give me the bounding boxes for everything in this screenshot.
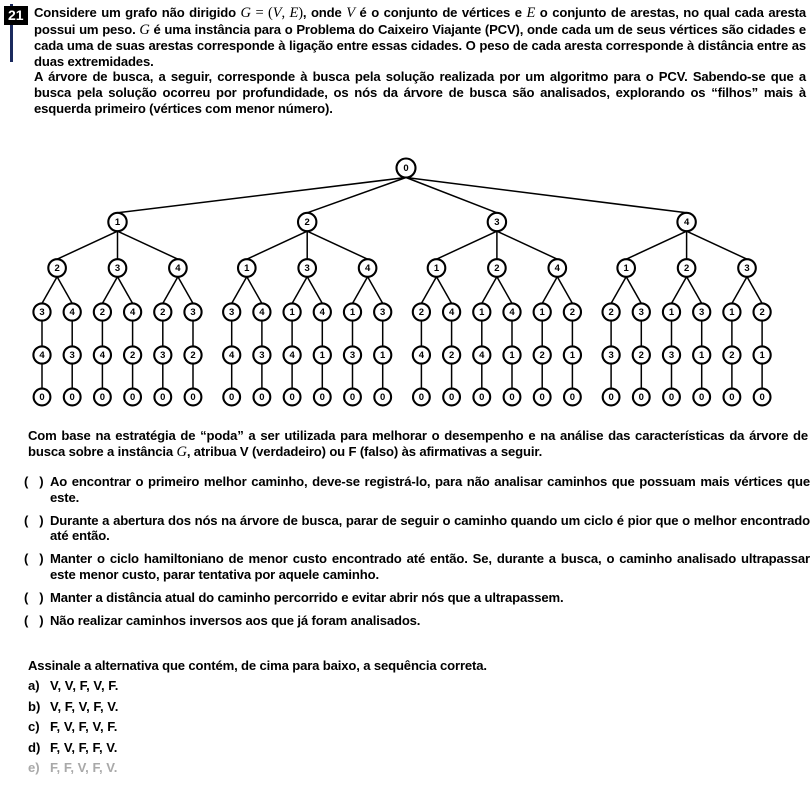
alternative-e-text: F, F, V, F, V. [50, 760, 118, 776]
tree-node [473, 346, 490, 363]
statement-item [24, 474, 810, 505]
tree-edge [482, 277, 497, 304]
svg-text:1: 1 [623, 262, 629, 274]
alternative-b[interactable] [28, 697, 528, 718]
tree-node [374, 389, 391, 406]
tree-node [223, 389, 240, 406]
statement-answer-box[interactable]: ( ) [24, 474, 44, 489]
tree-node [344, 303, 361, 320]
tree-edge [247, 277, 262, 304]
tree-edge [626, 277, 641, 304]
intro-paragraph-1 [34, 5, 806, 69]
svg-text:4: 4 [554, 262, 560, 274]
alternative-d[interactable] [28, 738, 528, 759]
tree-node [359, 259, 377, 277]
tree-node [94, 303, 111, 320]
statement-answer-box[interactable]: ( ) [24, 590, 44, 606]
tree-node [344, 346, 361, 363]
alternative-a-text: V, V, F, V, F. [50, 678, 119, 693]
tree-node [284, 303, 301, 320]
svg-text:0: 0 [69, 391, 75, 403]
statement-item [24, 513, 810, 544]
svg-text:3: 3 [380, 306, 386, 318]
svg-text:0: 0 [319, 391, 325, 403]
tree-node [64, 389, 81, 406]
alternatives-list [28, 676, 528, 779]
tree-node [108, 213, 126, 231]
tree-node [124, 389, 141, 406]
tree-node [253, 346, 270, 363]
alternative-a[interactable] [28, 676, 528, 697]
statement-text: Durante a abertura dos nós na árvore de busca, parar de seguir o caminho quando um ciclo é pior que o melhor encontrado até então. [50, 512, 810, 544]
tree-edge [437, 231, 497, 259]
tree-node [223, 346, 240, 363]
tree-node [663, 389, 680, 406]
svg-text:2: 2 [99, 306, 106, 318]
tree-edge [406, 178, 687, 213]
tree-node [633, 389, 650, 406]
tree-node [663, 303, 680, 320]
svg-text:4: 4 [448, 306, 455, 318]
tree-edge [497, 277, 512, 304]
svg-text:4: 4 [69, 306, 75, 318]
tree-node [473, 389, 490, 406]
tree-node [754, 346, 771, 363]
svg-text:4: 4 [479, 349, 485, 361]
tree-node [503, 346, 520, 363]
svg-text:2: 2 [569, 306, 576, 318]
tree-node [33, 303, 50, 320]
svg-text:2: 2 [448, 349, 455, 361]
svg-text:2: 2 [683, 262, 690, 274]
tree-node [617, 259, 635, 277]
svg-text:0: 0 [479, 391, 485, 403]
tree-edge [118, 231, 178, 259]
svg-text:4: 4 [289, 349, 295, 361]
alternative-b-label: b) [28, 698, 41, 714]
svg-text:0: 0 [569, 391, 576, 403]
svg-text:0: 0 [289, 391, 295, 403]
svg-text:1: 1 [114, 216, 121, 228]
statement-answer-box[interactable]: ( ) [24, 551, 44, 567]
search-tree-figure [0, 146, 812, 416]
svg-text:1: 1 [380, 349, 386, 361]
alternative-d-text: F, V, F, F, V. [50, 739, 118, 755]
assinale-instruction: Assinale a alternativa que contém, de cima para baixo, a sequência correta. [28, 658, 487, 673]
tree-edge [687, 277, 702, 304]
svg-text:4: 4 [683, 216, 690, 228]
tree-edge [687, 231, 747, 259]
tree-edge [118, 178, 407, 213]
tree-node [64, 346, 81, 363]
tree-edge [178, 277, 193, 304]
svg-text:3: 3 [744, 262, 750, 274]
tree-node [488, 213, 506, 231]
tree-node [184, 303, 201, 320]
svg-text:2: 2 [54, 262, 60, 274]
tree-node [34, 389, 51, 406]
tree-node [223, 303, 240, 320]
tree-node [413, 346, 430, 363]
svg-text:0: 0 [448, 391, 455, 403]
alternative-e-label: e) [28, 760, 40, 776]
tree-node [693, 303, 710, 320]
svg-text:4: 4 [364, 262, 371, 274]
tree-node [603, 303, 620, 320]
svg-text:2: 2 [759, 306, 765, 318]
svg-text:1: 1 [509, 349, 515, 361]
tree-node [488, 259, 506, 277]
tree-node [314, 346, 331, 363]
svg-text:3: 3 [259, 349, 265, 361]
statement-text: Ao encontrar o primeiro melhor caminho, deve-se registrá-lo, para não analisar caminhos que possuam mais vértices que este. [50, 474, 810, 505]
tree-edge [542, 277, 557, 304]
tree-edge [307, 277, 322, 304]
tree-node [374, 346, 391, 363]
tree-node [723, 346, 740, 363]
tree-node [344, 389, 361, 406]
intro-paragraph-2 [34, 69, 806, 116]
intro-text-2: A árvore de busca, a seguir, corresponde à busca pela solução realizada por um algoritmo para o PCV. Sabendo-se que a busca pela solução ocorreu por profundidade, os nós da árvore de busca são analisados, explorando os “filhos” mais à esquerda primeiro (vértices com menor número). [34, 69, 806, 116]
tree-node [633, 346, 650, 363]
tree-node [413, 389, 430, 406]
svg-text:1: 1 [244, 262, 250, 274]
svg-text:0: 0 [509, 391, 515, 403]
tree-node [564, 389, 581, 406]
tree-edge [626, 231, 686, 259]
statement-list [24, 474, 810, 636]
svg-text:2: 2 [729, 349, 735, 361]
svg-text:0: 0 [418, 391, 425, 403]
svg-text:0: 0 [403, 162, 409, 174]
tree-edge [118, 277, 133, 304]
tree-node [693, 389, 710, 406]
svg-text:4: 4 [129, 306, 136, 318]
tree-node [549, 259, 567, 277]
tree-node [124, 303, 141, 320]
alternative-b-text: V, F, V, F, V. [50, 698, 119, 714]
tree-node [677, 213, 695, 231]
tree-node [663, 346, 680, 363]
tree-node [185, 389, 202, 406]
tree-node [534, 346, 551, 363]
tree-edge [247, 231, 307, 259]
svg-text:2: 2 [190, 349, 196, 361]
svg-text:4: 4 [229, 349, 235, 361]
svg-text:2: 2 [160, 306, 166, 318]
statement-text: Manter o ciclo hamiltoniano de menor custo encontrado até então. Se, durante a busca, o caminho analisado ultrapassar este menor custo, parar tentativa por aquele caminho. [50, 551, 810, 582]
svg-text:1: 1 [759, 349, 765, 361]
alternative-c[interactable] [28, 717, 528, 738]
svg-text:0: 0 [39, 391, 45, 403]
tree-node [314, 303, 331, 320]
statement-answer-box[interactable]: ( ) [24, 613, 44, 629]
tree-node [238, 259, 256, 277]
svg-text:4: 4 [259, 306, 265, 318]
svg-text:1: 1 [433, 262, 440, 274]
tree-node [124, 346, 141, 363]
svg-text:2: 2 [418, 306, 425, 318]
question-number-badge: 21 [4, 6, 28, 25]
tree-edge [611, 277, 626, 304]
tree-node [298, 259, 316, 277]
tree-node [48, 259, 66, 277]
tree-node [534, 303, 551, 320]
statement-text: Não realizar caminhos inversos aos que já foram analisados. [50, 613, 421, 629]
svg-text:0: 0 [129, 391, 136, 403]
svg-text:4: 4 [319, 306, 325, 318]
svg-text:3: 3 [349, 349, 356, 361]
tree-node [754, 303, 771, 320]
svg-text:1: 1 [569, 349, 576, 361]
svg-text:1: 1 [289, 306, 295, 318]
statement-text: Manter a distância atual do caminho percorrido e evitar abrir nós que a ultrapassem. [50, 590, 564, 606]
pruning-instruction: Com base na estratégia de “poda” a ser utilizada para melhorar o desempenho e na análise das características da árvore de busca sobre a instância G, atribua V (verdadeiro) ou F (falso) às afirmativas a seguir. [28, 428, 808, 460]
tree-node [33, 346, 50, 363]
tree-edge [672, 277, 687, 304]
tree-node [564, 346, 581, 363]
svg-text:0: 0 [759, 391, 765, 403]
tree-node [184, 346, 201, 363]
svg-text:2: 2 [304, 216, 310, 228]
svg-text:0: 0 [349, 391, 356, 403]
tree-node [693, 346, 710, 363]
tree-node [254, 389, 271, 406]
tree-node [253, 303, 270, 320]
svg-text:0: 0 [608, 391, 614, 403]
tree-edge [232, 277, 247, 304]
svg-text:0: 0 [638, 391, 644, 403]
tree-node [284, 389, 301, 406]
svg-text:3: 3 [39, 306, 45, 318]
tree-nodes [33, 159, 770, 406]
alternative-c-label: c) [28, 719, 40, 735]
tree-node [633, 303, 650, 320]
svg-text:3: 3 [304, 262, 310, 274]
question-intro [34, 5, 806, 116]
tree-node [374, 303, 391, 320]
statement-item [24, 551, 810, 582]
svg-text:4: 4 [175, 262, 181, 274]
svg-text:0: 0 [160, 391, 166, 403]
tree-edge [292, 277, 307, 304]
statement-answer-box[interactable]: ( ) [24, 512, 44, 528]
svg-text:3: 3 [69, 349, 75, 361]
svg-text:2: 2 [494, 262, 500, 274]
alternative-a-label: a) [28, 678, 40, 693]
tree-node [154, 346, 171, 363]
tree-node [603, 389, 620, 406]
svg-text:3: 3 [638, 306, 644, 318]
tree-node [169, 259, 187, 277]
alternative-c-text: F, V, F, V, F. [50, 719, 118, 735]
tree-edge [353, 277, 368, 304]
tree-node [678, 259, 696, 277]
svg-text:3: 3 [699, 306, 705, 318]
svg-text:1: 1 [539, 306, 545, 318]
tree-edge [57, 277, 72, 304]
tree-edge [497, 231, 557, 259]
search-tree-svg [0, 146, 812, 414]
tree-node [738, 259, 756, 277]
svg-text:0: 0 [229, 391, 235, 403]
tree-node [94, 389, 111, 406]
tree-node [64, 303, 81, 320]
tree-node [428, 259, 446, 277]
tree-edge [307, 231, 367, 259]
tree-node [109, 259, 127, 277]
tree-edge [437, 277, 452, 304]
svg-text:1: 1 [729, 306, 735, 318]
svg-text:0: 0 [539, 391, 545, 403]
svg-text:2: 2 [608, 306, 614, 318]
svg-text:0: 0 [190, 391, 196, 403]
tree-node [723, 303, 740, 320]
svg-text:1: 1 [699, 349, 705, 361]
svg-text:2: 2 [539, 349, 545, 361]
tree-node [473, 303, 490, 320]
tree-node [564, 303, 581, 320]
svg-text:3: 3 [114, 262, 121, 274]
tree-node [284, 346, 301, 363]
tree-edge [421, 277, 436, 304]
tree-node [443, 303, 460, 320]
tree-node [534, 389, 551, 406]
tree-edge [57, 231, 117, 259]
statement-item [24, 613, 810, 629]
svg-text:2: 2 [638, 349, 644, 361]
tree-node [413, 303, 430, 320]
tree-edge [747, 277, 762, 304]
svg-text:3: 3 [229, 306, 235, 318]
tree-node [314, 389, 331, 406]
tree-node [154, 389, 171, 406]
svg-text:2: 2 [129, 349, 136, 361]
svg-text:3: 3 [160, 349, 166, 361]
svg-text:0: 0 [380, 391, 386, 403]
tree-edge [368, 277, 383, 304]
svg-text:0: 0 [668, 391, 675, 403]
tree-node [298, 213, 316, 231]
svg-text:3: 3 [668, 349, 675, 361]
svg-text:4: 4 [99, 349, 106, 361]
svg-text:0: 0 [99, 391, 106, 403]
intro-text-1: Considere um grafo não dirigido G = (V, E), onde V é o conjunto de vértices e E o conjunto de arestas, no qual cada aresta possui um peso. G é uma instância para o Problema do Caixeiro Viajante (PCV), onde cada um de seus vértices são cidades e cada uma de suas arestas corresponde à ligação entre essas cidades. O peso de cada aresta corresponde à distância entre as duas extremidades. [34, 5, 806, 69]
tree-node [154, 303, 171, 320]
svg-text:0: 0 [699, 391, 705, 403]
tree-edge [557, 277, 572, 304]
alternative-d-label: d) [28, 739, 41, 755]
statement-item [24, 590, 810, 606]
tree-edge [42, 277, 57, 304]
tree-node [504, 389, 521, 406]
svg-text:1: 1 [668, 306, 675, 318]
tree-node [503, 303, 520, 320]
alternative-e[interactable] [28, 758, 528, 779]
tree-node [603, 346, 620, 363]
tree-node [443, 346, 460, 363]
svg-text:1: 1 [349, 306, 356, 318]
svg-text:4: 4 [418, 349, 425, 361]
tree-node [754, 389, 771, 406]
svg-text:1: 1 [319, 349, 325, 361]
tree-edge [163, 277, 178, 304]
svg-text:3: 3 [190, 306, 196, 318]
tree-node [443, 389, 460, 406]
svg-text:1: 1 [479, 306, 485, 318]
tree-node [397, 159, 416, 178]
tree-edge [102, 277, 117, 304]
tree-node [94, 346, 111, 363]
svg-text:0: 0 [729, 391, 735, 403]
svg-text:4: 4 [509, 306, 515, 318]
svg-text:3: 3 [608, 349, 614, 361]
svg-text:4: 4 [39, 349, 45, 361]
tree-node [724, 389, 741, 406]
tree-edges [42, 178, 765, 389]
svg-text:0: 0 [259, 391, 265, 403]
tree-edge [732, 277, 747, 304]
svg-text:3: 3 [494, 216, 500, 228]
